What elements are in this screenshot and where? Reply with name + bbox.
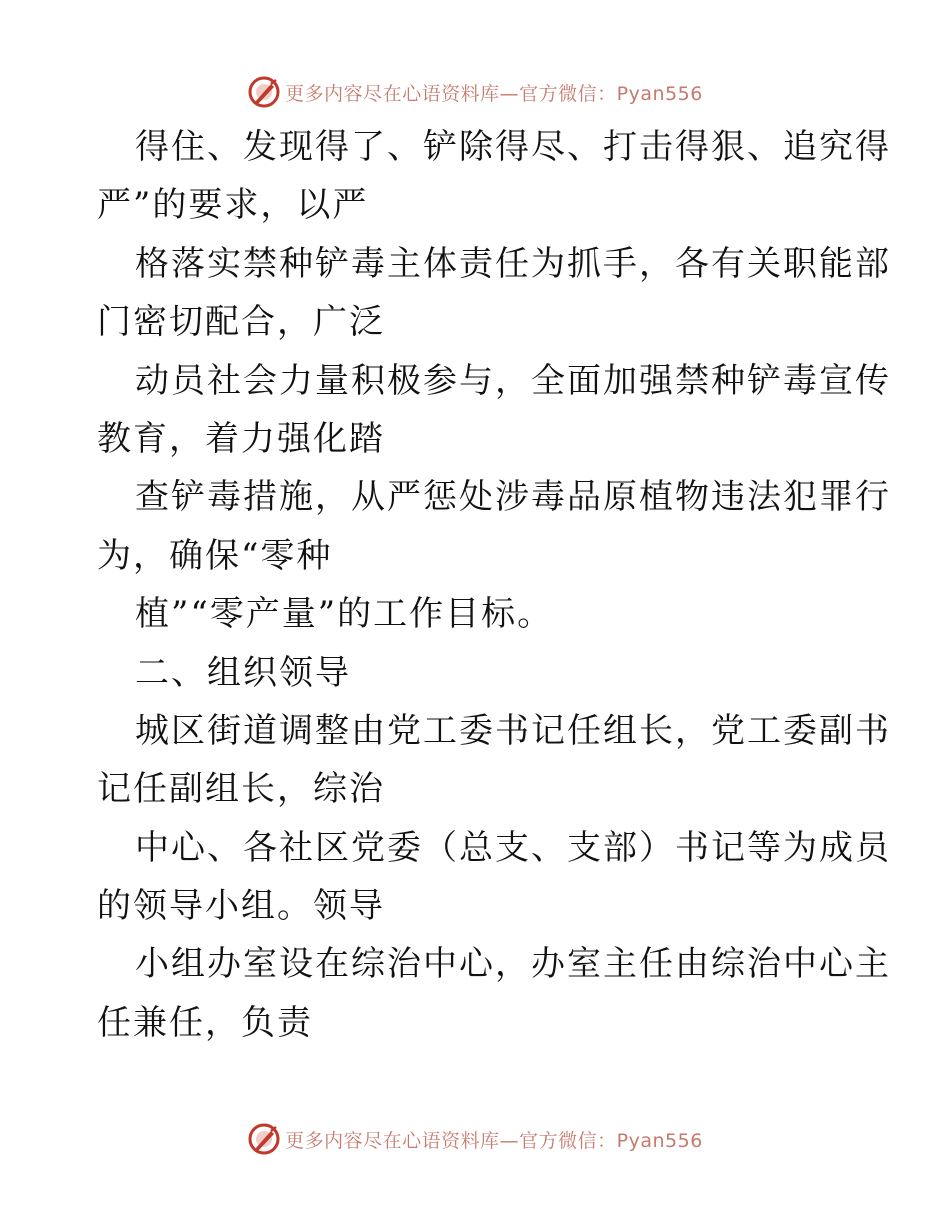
header-watermark xyxy=(0,70,950,114)
footer-watermark xyxy=(0,1117,950,1161)
text-line: 得住、发现得了、铲除得尽、打击得狠、追究得 xyxy=(135,127,891,167)
text-line: 动员社会力量积极参与，全面加强禁种铲毒宣传 xyxy=(135,360,891,401)
text-line: 查铲毒措施，从严惩处涉毒品原植物违法犯罪行 xyxy=(135,477,891,518)
quill-seal-icon xyxy=(247,75,281,109)
document-body xyxy=(97,118,891,1052)
text-line: 记任副组长，综治 xyxy=(97,769,385,810)
text-line: 为，确保“零种 xyxy=(97,535,333,576)
text-line: 格落实禁种铲毒主体责任为抓手，各有关职能部 xyxy=(135,243,891,284)
text-line: 植”“零产量”的工作目标。 xyxy=(135,594,554,635)
text-line: 门密切配合，广泛 xyxy=(97,302,385,343)
text-line: 小组办室设在综治中心，办室主任由综治中心主 xyxy=(135,944,891,985)
text-line: 教育，着力强化踏 xyxy=(97,418,385,459)
text-line: 城区街道调整由党工委书记任组长，党工委副书 xyxy=(135,710,891,751)
watermark-text: 更多内容尽在心语资料库—官方微信：Pyan556 xyxy=(285,82,703,105)
text-line: 严”的要求，以严 xyxy=(97,185,369,226)
text-line: 二、组织领导 xyxy=(135,652,351,693)
watermark-text: 更多内容尽在心语资料库—官方微信：Pyan556 xyxy=(285,1129,703,1152)
text-line: 的领导小组。领导 xyxy=(97,886,385,927)
text-line: 中心、各社区党委（总支、支部）书记等为成员 xyxy=(135,827,891,868)
text-line: 任兼任，负责 xyxy=(97,1002,313,1043)
quill-seal-icon xyxy=(247,1122,281,1156)
